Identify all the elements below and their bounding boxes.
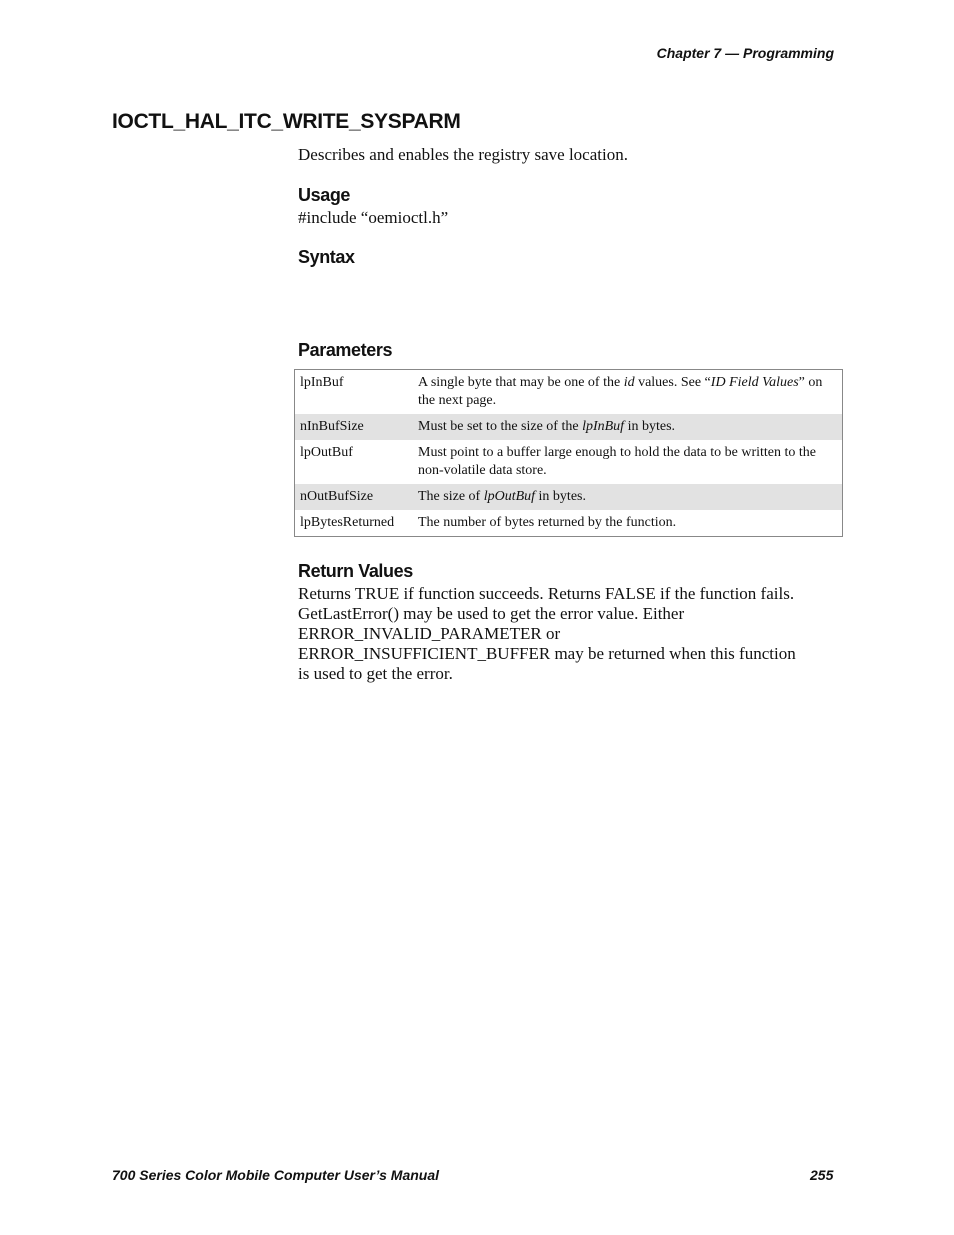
usage-heading: Usage [298, 185, 351, 205]
table-row [295, 440, 843, 484]
param-name: lpInBuf [300, 375, 344, 390]
table-row [295, 370, 843, 415]
param-description: Must be set to the size of the lpInBuf in bytes. [413, 414, 843, 440]
return-values-line: ERROR_INSUFFICIENT_BUFFER may be returned when this function [298, 644, 796, 663]
table-row [295, 510, 843, 537]
return-values-line: GetLastError() may be used to get the error value. Either [298, 604, 685, 623]
return-values-line: Returns TRUE if function succeeds. Returns FALSE if the function fails. [298, 584, 795, 603]
return-values-text [298, 584, 846, 684]
parameters-table [294, 369, 843, 537]
footer-manual-title: 700 Series Color Mobile Computer User’s Manual [112, 1167, 440, 1183]
param-description: A single byte that may be one of the id values. See “ID Field Values” on the next page. [418, 375, 823, 408]
table-row [295, 484, 843, 510]
param-name: nOutBufSize [295, 484, 414, 510]
syntax-heading: Syntax [298, 247, 355, 267]
running-header: Chapter 7 — Programming [656, 45, 834, 61]
parameters-heading: Parameters [298, 340, 393, 360]
param-name: nInBufSize [295, 414, 414, 440]
param-description: The number of bytes returned by the function. [418, 515, 677, 530]
description: Describes and enables the registry save location. [298, 145, 628, 164]
page-number: 255 [810, 1167, 834, 1183]
param-description: Must point to a buffer large enough to hold the data to be written to the non-volatile data store. [418, 445, 817, 478]
param-name: lpBytesReturned [300, 515, 395, 530]
param-name: lpOutBuf [300, 445, 353, 460]
return-values-heading: Return Values [298, 561, 413, 581]
usage-code: #include “oemioctl.h” [298, 208, 449, 227]
table-row [295, 414, 843, 440]
return-values-line: is used to get the error. [298, 664, 453, 683]
page-title: IOCTL_HAL_ITC_WRITE_SYSPARM [112, 110, 461, 133]
param-description: The size of lpOutBuf in bytes. [413, 484, 843, 510]
return-values-line: ERROR_INVALID_PARAMETER or [298, 624, 561, 643]
